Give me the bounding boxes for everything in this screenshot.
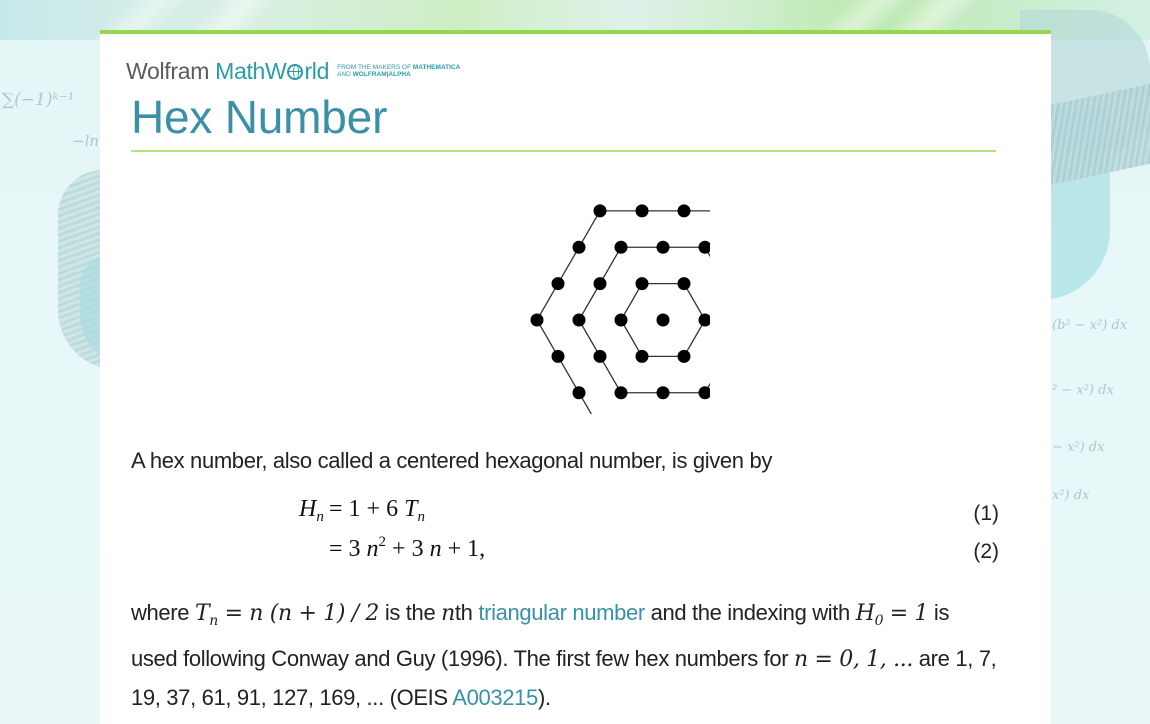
- background-formula: ∑(−1)ᵏ⁻¹: [2, 90, 75, 110]
- hex-dot: [636, 277, 649, 290]
- hex-dot: [552, 277, 565, 290]
- hex-dot: [573, 241, 586, 254]
- background-formula: (b² − x²) dx: [1052, 318, 1128, 333]
- brand-mathworld: MathW rld: [215, 58, 330, 84]
- equation-lhs: $H_n$: [299, 496, 324, 525]
- math-tn: $T_n = n$ (n + 1) / 2: [194, 601, 380, 629]
- hex-dot: [594, 350, 607, 363]
- page-title: Hex Number: [131, 91, 388, 143]
- hex-dot: [636, 350, 649, 363]
- hex-dot: [678, 350, 691, 363]
- hex-dot: [657, 241, 670, 254]
- intro-paragraph: A hex number, also called a centered hexagonal number, is given by: [131, 448, 772, 473]
- globe-icon: [287, 64, 303, 80]
- hex-dot: [552, 350, 565, 363]
- equation-rhs: = 3 $n^2 + 3$ n + 1,: [329, 534, 486, 562]
- definition-paragraph: where $T_n = n$ (n + 1) / 2 is the nth triangular number and the indexing with $H_0 = 1$ is used following Conway and Guy (1996). The first few hex numbers for n = 0, 1, ... are 1, 7, 19, 37, 61, 91, 127, 169, ... (OEIS A003215).: [131, 600, 997, 710]
- hex-dot: [636, 204, 649, 217]
- equation-rhs: = 1 + 6 $T_n$: [329, 496, 425, 525]
- hex-number-figure: [420, 164, 710, 414]
- hex-dot: [678, 277, 691, 290]
- hex-dot: [615, 386, 628, 399]
- hex-dot: [594, 204, 607, 217]
- hex-dot: [531, 314, 544, 327]
- brand-tagline: FROM THE MAKERS OF MATHEMATICA AND WOLFRAM|ALPHA: [337, 63, 461, 78]
- hex-dot: [657, 386, 670, 399]
- hex-dot: [615, 241, 628, 254]
- equation-1: [299, 496, 999, 530]
- hex-dot: [699, 386, 711, 399]
- hex-dot: [699, 241, 711, 254]
- hex-dot: [594, 277, 607, 290]
- background-formula: −ln: [72, 132, 100, 150]
- equation-number: (2): [973, 540, 999, 563]
- oeis-a003215-link[interactable]: A003215: [452, 685, 538, 710]
- math-h0: $H_0 = 1$: [855, 601, 929, 629]
- hex-dot: [678, 204, 691, 217]
- mathworld-logo-link[interactable]: [126, 58, 460, 85]
- hex-ring-outline: [579, 247, 710, 392]
- brand-wolfram: Wolfram: [126, 58, 210, 84]
- hex-dot: [699, 314, 711, 327]
- content-panel: [100, 30, 1051, 724]
- background-formula: ² − x²) dx: [1052, 383, 1114, 398]
- triangular-number-link[interactable]: triangular number: [478, 600, 645, 625]
- hex-dot: [573, 386, 586, 399]
- hex-dot: [657, 314, 670, 327]
- title-divider: [131, 150, 996, 152]
- hex-dot: [615, 314, 628, 327]
- equation-2: [299, 534, 999, 568]
- math-n-range: n = 0, 1, ...: [794, 647, 914, 672]
- background-formula: − x²) dx: [1052, 440, 1105, 455]
- hex-dot: [573, 314, 586, 327]
- equation-number: (1): [973, 502, 999, 525]
- background-formula: x²) dx: [1052, 488, 1090, 503]
